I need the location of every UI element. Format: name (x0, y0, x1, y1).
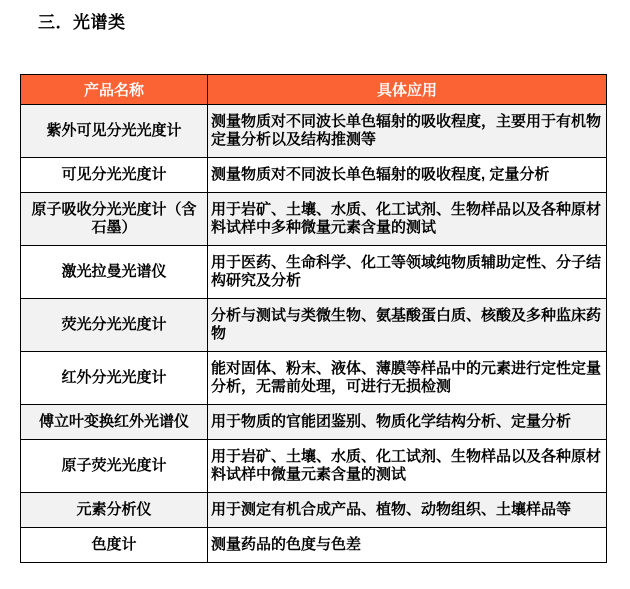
table-header-row (21, 75, 607, 105)
product-name-cell: 色度计 (21, 528, 208, 563)
application-cell: 用于医药、生命科学、化工等领域纯物质辅助定性、分子结构研究及分析 (208, 246, 607, 299)
table-row (21, 493, 607, 528)
table-row (21, 352, 607, 405)
table-row (21, 105, 607, 158)
application-cell: 用于岩矿、土壤、水质、化工试剂、生物样品以及各种原材料试样中微量元素含量的测试 (208, 440, 607, 493)
product-name-cell: 原子吸收分光光度计（含石墨） (21, 193, 208, 246)
table-row (21, 405, 607, 440)
application-cell: 能对固体、粉末、液体、薄膜等样品中的元素进行定性定量分析，无需前处理，可进行无损检测 (208, 352, 607, 405)
table-row (21, 246, 607, 299)
product-name-cell: 荧光分光光度计 (21, 299, 208, 352)
spectroscopy-table (20, 74, 607, 563)
application-cell: 测量物质对不同波长单色辐射的吸收程度, 定量分析 (208, 158, 607, 193)
table-row (21, 299, 607, 352)
application-cell: 用于岩矿、土壤、水质、化工试剂、生物样品以及各种原材料试样中多种微量元素含量的测试 (208, 193, 607, 246)
table-row (21, 193, 607, 246)
table-row (21, 440, 607, 493)
application-cell: 分析与测试与类微生物、氨基酸蛋白质、核酸及多种监床药物 (208, 299, 607, 352)
product-name-cell: 紫外可见分光光度计 (21, 105, 208, 158)
table-row (21, 158, 607, 193)
application-cell: 用于物质的官能团鉴别、物质化学结构分析、定量分析 (208, 405, 607, 440)
table-row (21, 528, 607, 563)
table-body (21, 105, 607, 563)
product-name-cell: 元素分析仪 (21, 493, 208, 528)
column-header-application: 具体应用 (208, 75, 607, 105)
section-title: 三．光谱类 (38, 13, 126, 32)
product-name-cell: 激光拉曼光谱仪 (21, 246, 208, 299)
application-cell: 测量药品的色度与色差 (208, 528, 607, 563)
product-name-cell: 红外分光光度计 (21, 352, 208, 405)
product-name-cell: 原子荧光光度计 (21, 440, 208, 493)
product-name-cell: 傅立叶变换红外光谱仪 (21, 405, 208, 440)
application-cell: 用于测定有机合成产品、植物、动物组织、土壤样品等 (208, 493, 607, 528)
product-name-cell: 可见分光光度计 (21, 158, 208, 193)
application-cell: 测量物质对不同波长单色辐射的吸收程度，主要用于有机物定量分析以及结构推测等 (208, 105, 607, 158)
column-header-product-name: 产品名称 (21, 75, 208, 105)
